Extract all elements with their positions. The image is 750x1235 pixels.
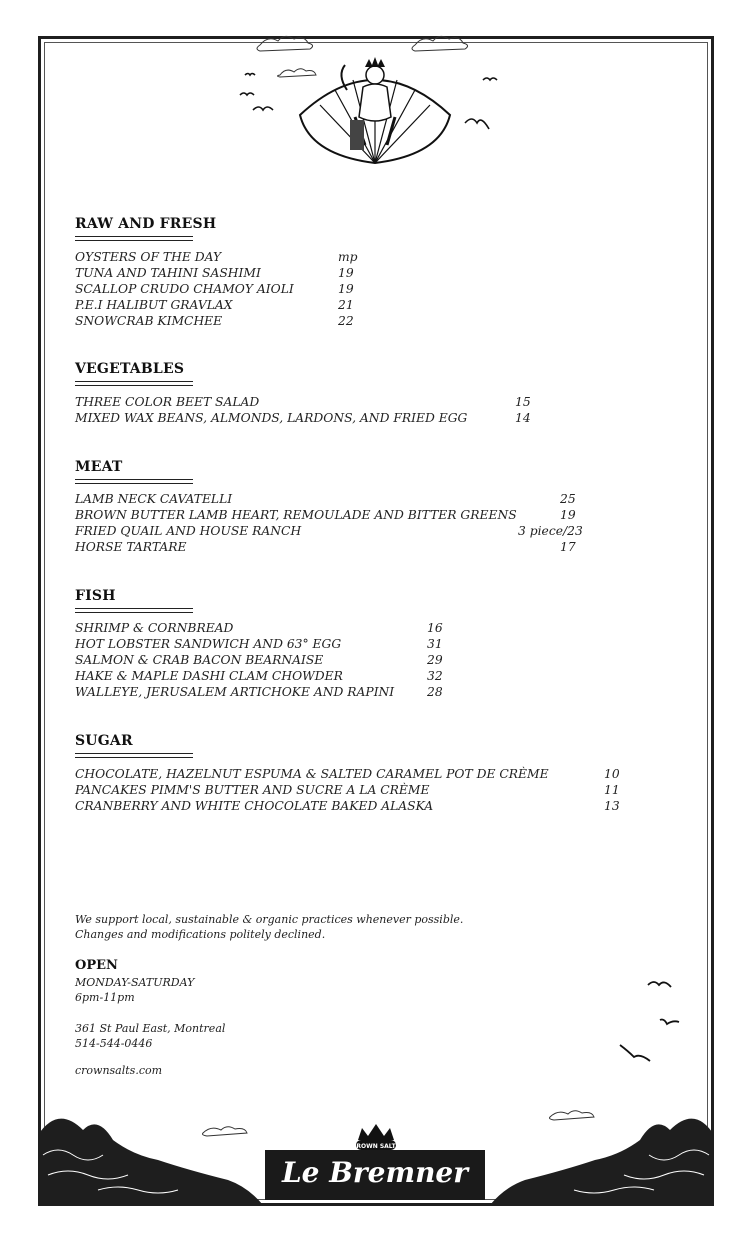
section-title-raw: RAW AND FRESH [75,216,217,232]
wave-illustration [38,1095,263,1205]
menu-item: FRIED QUAIL AND HOUSE RANCH [75,524,302,538]
menu-item-price: 25 [560,492,576,506]
section-rule [75,479,193,484]
section-title-vegetables: VEGETABLES [75,361,185,377]
section-title-sugar: SUGAR [75,733,133,749]
menu-item: TUNA AND TAHINI SASHIMI [75,266,261,280]
menu-item: BROWN BUTTER LAMB HEART, REMOULADE AND BITTER GREENS [75,508,517,522]
section-rule [75,381,193,386]
crown-icon [352,1122,400,1152]
wave-illustration [490,1095,714,1205]
menu-item: SALMON & CRAB BACON BEARNAISE [75,653,324,667]
menu-item: THREE COLOR BEET SALAD [75,395,260,409]
menu-item: LAMB NECK CAVATELLI [75,492,233,506]
section-title-meat: MEAT [75,459,123,475]
menu-item-price: 10 [604,767,620,781]
menu-item: WALLEYE, JERUSALEM ARTICHOKE AND RAPINI [75,685,395,699]
menu-item-price: 19 [338,266,354,280]
menu-item: P.E.I HALIBUT GRAVLAX [75,298,233,312]
open-heading: OPEN [75,958,118,973]
open-hours: 6pm-11pm [75,991,135,1004]
menu-item: PANCAKES PIMM'S BUTTER AND SUCRE A LA CRÈME [75,783,430,797]
menu-item: CRANBERRY AND WHITE CHOCOLATE BAKED ALASKA [75,799,434,813]
menu-item: MIXED WAX BEANS, ALMONDS, LARDONS, AND FRIED EGG [75,411,468,425]
menu-item-price: 22 [338,314,354,328]
menu-item-price: 14 [515,411,531,425]
menu-item: CHOCOLATE, HAZELNUT ESPUMA & SALTED CARAMEL POT DE CRÈME [75,767,549,781]
restaurant-name: Le Bremner [281,1156,469,1189]
website-link[interactable]: crownsalts.com [75,1064,163,1077]
menu-item-price: 16 [427,621,443,635]
menu-item-price: 3 piece/23 [518,524,583,538]
section-rule [75,608,193,613]
address: 361 St Paul East, Montreal [75,1022,226,1035]
menu-item-price: 11 [604,783,620,797]
menu-item: HOT LOBSTER SANDWICH AND 63° EGG [75,637,342,651]
menu-item-price: 19 [560,508,576,522]
phone-number: 514-544-0446 [75,1037,153,1050]
menu-item-price: mp [338,250,358,264]
seagull-icon [615,975,690,1075]
menu-item-price: 29 [427,653,443,667]
menu-item-price: 32 [427,669,443,683]
menu-item: SCALLOP CRUDO CHAMOY AIOLI [75,282,294,296]
section-title-fish: FISH [75,588,116,604]
modifications-note: Changes and modifications politely declined. [75,928,326,941]
menu-item-price: 19 [338,282,354,296]
menu-item: OYSTERS OF THE DAY [75,250,222,264]
sustainability-note: We support local, sustainable & organic practices whenever possible. [75,913,464,926]
section-rule [75,236,193,241]
cloud-icon [257,36,468,77]
section-rule [75,753,193,758]
neptune-shell-illustration [225,25,525,175]
menu-item-price: 13 [604,799,620,813]
menu-item: HAKE & MAPLE DASHI CLAM CHOWDER [75,669,343,683]
menu-item-price: 28 [427,685,443,699]
menu-item: SNOWCRAB KIMCHEE [75,314,223,328]
logo [265,1150,485,1200]
menu-item: SHRIMP & CORNBREAD [75,621,234,635]
menu-item-price: 17 [560,540,576,554]
menu-item-price: 21 [338,298,354,312]
crown-badge-text: CROWN SALTS [352,1143,400,1150]
open-days: MONDAY-SATURDAY [75,976,195,989]
menu-item: HORSE TARTARE [75,540,187,554]
menu-item-price: 31 [427,637,443,651]
menu-item-price: 15 [515,395,531,409]
